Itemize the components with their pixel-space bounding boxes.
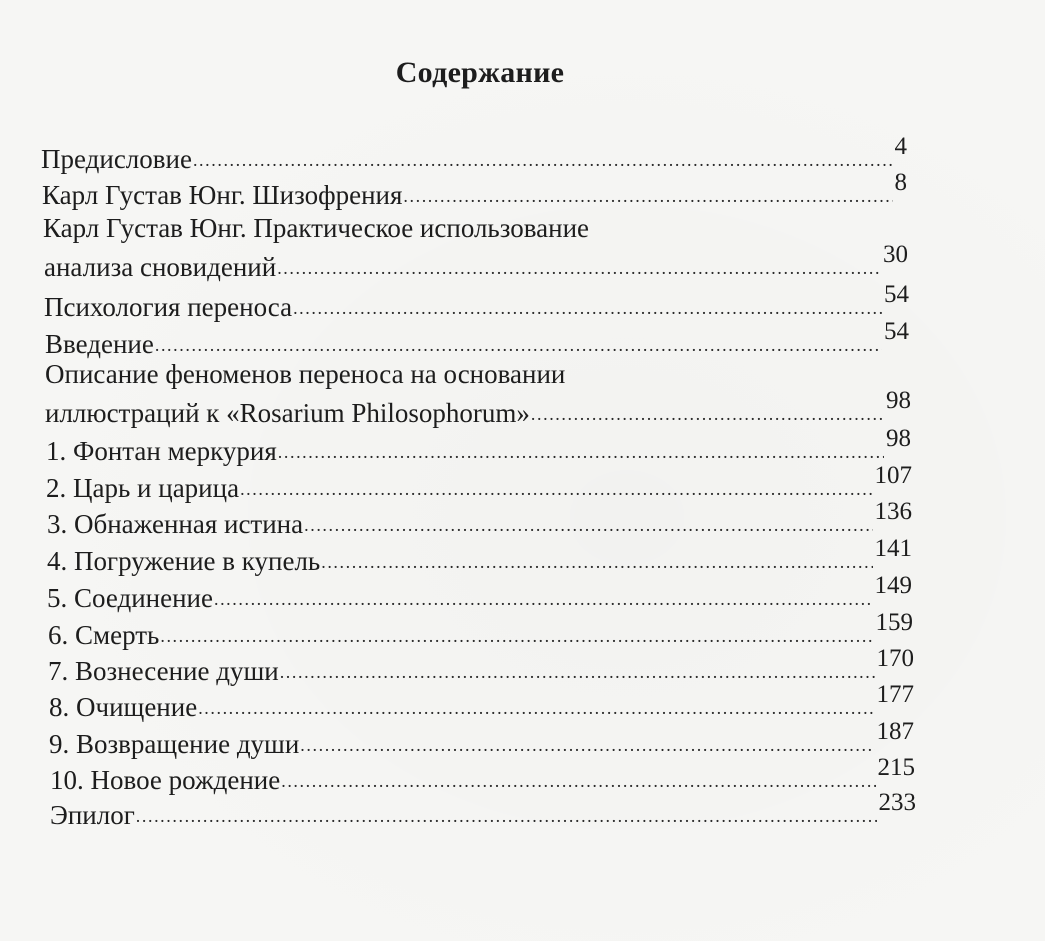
dot-leader <box>304 507 872 543</box>
toc-entry-title: 1. Фонтан меркурия <box>46 436 277 466</box>
toc-entry-title: Введение <box>45 329 154 359</box>
toc-entry <box>46 462 912 506</box>
toc-entry <box>47 535 912 579</box>
toc-entry-title: Предисловие <box>41 144 192 174</box>
toc-entry-title: 8. Очищение <box>49 692 198 722</box>
dot-leader <box>293 290 882 326</box>
toc-entry-title: 7. Вознесение души <box>48 656 279 686</box>
toc-entry-page: 177 <box>876 681 914 708</box>
toc-entry <box>49 681 914 725</box>
toc-entry <box>48 645 914 689</box>
toc-entry <box>47 572 912 616</box>
dot-leader <box>198 690 874 726</box>
toc-entry-page: 215 <box>877 754 915 781</box>
toc-entry-page: 98 <box>886 387 911 414</box>
dot-leader <box>300 727 874 763</box>
toc-entry-page: 159 <box>875 609 913 636</box>
toc-entry-page: 30 <box>883 241 908 268</box>
toc-entry <box>45 387 911 431</box>
dot-leader <box>277 250 881 286</box>
dot-leader <box>136 798 877 834</box>
toc-entry-page: 4 <box>894 133 907 160</box>
toc-entry-page: 233 <box>878 789 916 816</box>
toc-entry <box>42 169 907 213</box>
dot-leader <box>278 434 884 470</box>
toc-entry-page: 149 <box>874 572 912 599</box>
toc-entry <box>43 210 743 246</box>
toc-entry-title: Психология переноса <box>44 292 293 322</box>
toc-entry-page: 170 <box>876 645 914 672</box>
toc-entry <box>44 281 909 325</box>
toc-entry-title: Описание феноменов переноса на основании <box>45 359 566 389</box>
dot-leader <box>193 142 893 178</box>
toc-entry-title: иллюстраций к «Rosarium Philosophorum» <box>45 398 530 428</box>
toc-heading: Содержание <box>395 56 565 89</box>
toc-entry-title: 10. Новое рождение <box>50 765 281 795</box>
toc-entry <box>50 754 915 798</box>
toc-entry <box>48 609 913 653</box>
dot-leader <box>160 618 873 654</box>
toc-entry-page: 8 <box>894 169 907 196</box>
toc-entry <box>50 789 916 833</box>
toc-entry-page: 136 <box>874 498 912 525</box>
toc-entry-page: 54 <box>884 281 909 308</box>
dot-leader <box>531 396 884 432</box>
dot-leader <box>403 178 892 214</box>
toc-entry <box>41 133 907 177</box>
toc-entry-page: 107 <box>874 462 912 489</box>
toc-entry <box>49 718 914 762</box>
dot-leader <box>281 763 875 799</box>
toc-entry <box>46 425 911 469</box>
toc-entry-title: Карл Густав Юнг. Шизофрения <box>42 180 403 210</box>
toc-entry <box>44 241 908 285</box>
toc-entry-title: 4. Погружение в купель <box>47 546 321 576</box>
toc-entry-page: 98 <box>886 425 911 452</box>
toc-entry-title: 5. Соединение <box>47 583 213 613</box>
dot-leader <box>321 544 872 580</box>
dot-leader <box>214 581 873 617</box>
toc-entry-title: 2. Царь и царица <box>46 473 240 503</box>
toc-entry-title: Карл Густав Юнг. Практическое использование <box>43 213 590 243</box>
toc-entry-title: Эпилог <box>50 800 135 830</box>
toc-entry-title: 3. Обнаженная истина <box>47 509 304 539</box>
toc-entry-page: 187 <box>876 718 914 745</box>
toc-entry <box>47 498 912 542</box>
dot-leader <box>280 654 875 690</box>
toc-entry-page: 141 <box>874 535 912 562</box>
toc-entry <box>45 356 745 392</box>
toc-entry-title: анализа сновидений <box>44 252 277 282</box>
toc-entry-title: 9. Возвращение души <box>49 729 300 759</box>
toc-entry-title: 6. Смерть <box>48 620 160 650</box>
toc-entry-page: 54 <box>884 318 909 345</box>
dot-leader <box>240 471 872 507</box>
